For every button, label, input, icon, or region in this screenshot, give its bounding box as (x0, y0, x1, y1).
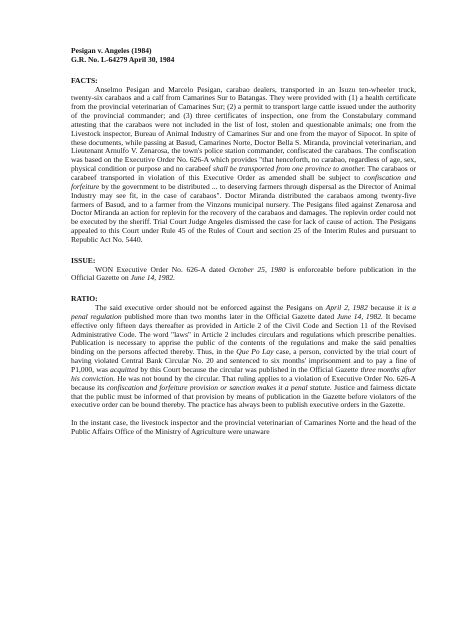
facts-emphasis-1: shall be transported from one province to another. (213, 164, 366, 174)
ratio-emphasis-1: it is a penal regulation (71, 303, 417, 321)
ratio-paragraph-1 (71, 304, 416, 410)
facts-text-3: The carabaos or carabeef transported in violation of this Executive Order as amended shall be subject to (71, 164, 416, 182)
ratio-paragraph-2: In the instant case, the livestock inspector and the provincial veterinarian of Camarines Norte and the head of the Public Affairs Office of the Ministry of Agriculture were unaware (71, 418, 416, 437)
ratio-text-1: The said executive order should not be enforced against the Pesigans on (95, 303, 323, 313)
issue-date-1: October 25, 1980 (229, 264, 286, 274)
issue-date-2: June 14, 1982. (130, 273, 176, 283)
ratio-text-7: He was not bound by the circular. That ruling applies to a violation of Executive Order No. 626-A because its (71, 373, 417, 392)
ratio-heading: RATIO: (71, 294, 98, 304)
facts-emphasis-2: confiscation and forfeiture (71, 172, 416, 191)
ratio-case-name: Que Po Lay (236, 347, 274, 357)
facts-text-1: Anselmo Pesigan and Marcelo Pesigan, carabao dealers, transported in an Isuzu ten-wheeler truck, twenty-six carabaos and a calf from Camarines Sur to Batangas. They were provided with (1) a health certificate from the provincial veterinarian of Camarines Sur; (2) a permit to transport large cattle issued under the authority of the provincial commander; and (3) three certificates of inspection, one from the Constabulary command attesting that the carabaos were not included in the list of lost, stolen and questionable animals; one from the Livestock inspector, Bureau of Animal Industry of Camarines Sur and one from the mayor of Sipocot. In spite of these documents, while passing at Basud, Camarines Norte, Doctor Bella S. Miranda, provincial veterinarian, and Lieutenant Arnulfo V. Zenarosa, the town's police station commander, confiscated the carabaos. (71, 84, 416, 156)
facts-heading: FACTS: (71, 75, 98, 85)
ratio-text-3: published more than two months later in the Official Gazette dated (124, 311, 335, 321)
facts-text-2: The confiscation was based on the Executive Order No. 626-A which provides "that henceforth, no carabao, regardless of age, sex, physical condition or purpose and no carabeef (71, 146, 416, 174)
facts-text-4: by the government to be distributed ... to deserving farmers through dispersal as the Director of Animal Industry may see fit, in the case of carabaos". Doctor Miranda distributed the carabaos among twenty-five farmers of Basud, and to a farmer from the Vinzons municipal nursery. The Pesigans filed against Zenarosa and Doctor Miranda an action for replevin for the recovery of the carabaos and damages. The replevin order could not be executed by the sheriff. Trial Court Judge Angeles dismissed the case for lack of cause of action. The Pesigans appealed to this Court under Rule 45 of the Rules of Court and section 25 of the Interim Rules and pursuant to Republic Act No. 5440. (71, 181, 416, 244)
issue-paragraph (71, 266, 416, 284)
ratio-date-1: April 2, 1982 (325, 303, 368, 313)
spacer (71, 245, 416, 257)
ratio-text-4: It became effective only fifteen days thereafter as provided in Article 2 of the Civil Code and Section 11 of the Revised Administrative Code. The word "laws" in Article 2 includes circulars and regulations which prescribe penalties. Publication is necessary to apprise the public of the contents of the regulations and make the said penalties binding on the persons affected thereby. Thus, in the (71, 311, 417, 357)
ratio-text-2: because (370, 303, 395, 313)
ratio-text-6: by this Court because the circular was published in the Official Gazette (140, 365, 359, 374)
ratio-emphasis-2: acquitted (110, 365, 139, 374)
ratio-emphasis-4: confiscation and forfeiture provision or sanction makes it a penal statute. (106, 382, 332, 392)
case-title: Pesigan v. Angeles (1984) (71, 46, 152, 55)
ratio-text-5: case, a person, convicted by the trial court of having violated Central Bank Circular No. 20 and sentenced to six months' imprisonment and to pay a fine of P1,000, was (71, 347, 417, 374)
spacer (71, 65, 416, 77)
spacer (71, 283, 416, 295)
ratio-emphasis-3: three months after his conviction. (71, 365, 417, 383)
issue-text-1: WON Executive Order No. 626-A dated (95, 264, 226, 274)
issue-text-2: is enforceable before publication in the Official Gazette on (71, 264, 417, 283)
ratio-text-8: Justice and fairness dictate that the public must be informed of that provision by means of publication in the Gazette before violators of the executive order can be bound thereby. The practice has always been to publish executive orders in the Gazette. (71, 382, 416, 410)
document-body (71, 47, 416, 437)
facts-paragraph (71, 86, 416, 245)
gr-number: G.R. No. L-64279 April 30, 1984 (71, 54, 175, 64)
issue-heading: ISSUE: (71, 255, 96, 265)
ratio-date-2: June 14, 1982. (336, 311, 383, 321)
